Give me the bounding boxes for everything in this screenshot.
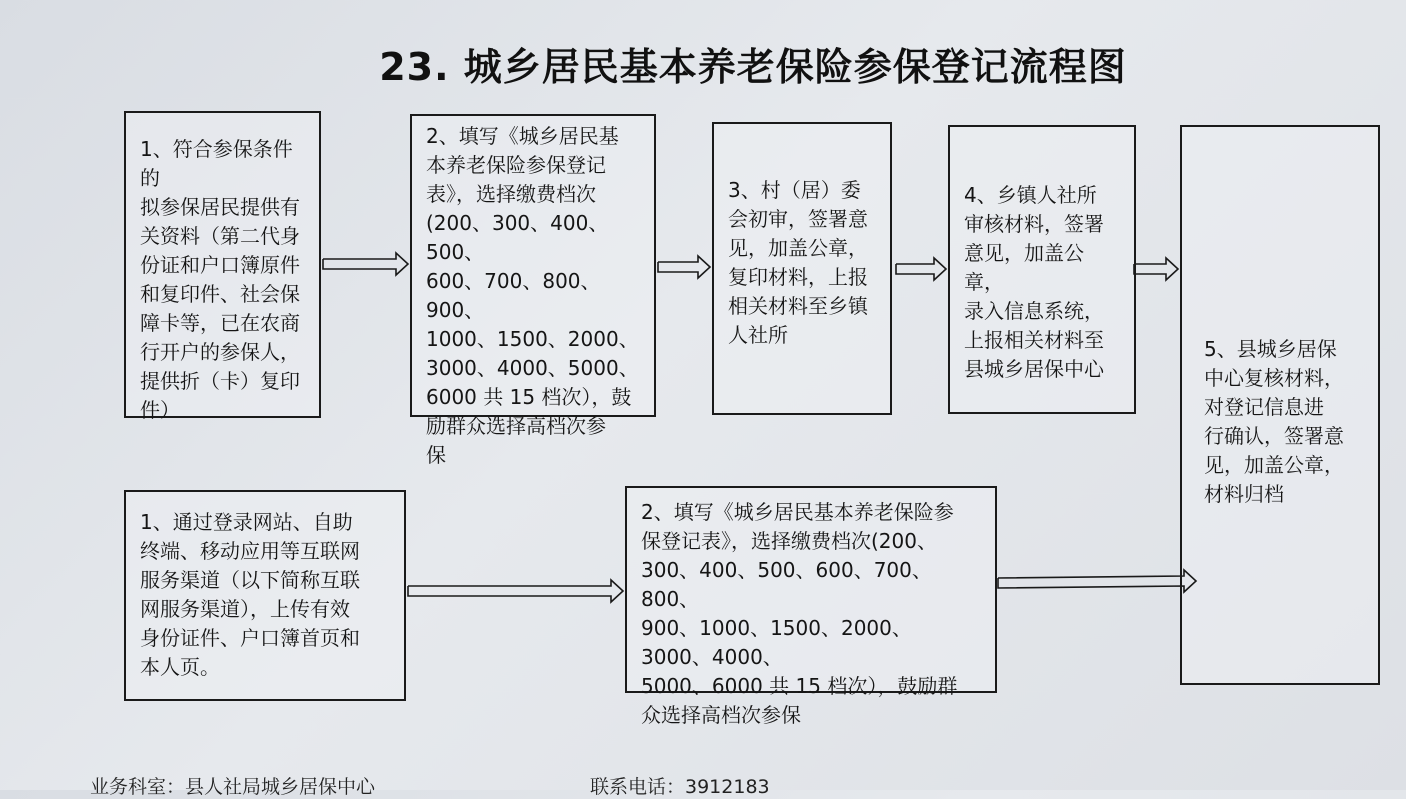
arrow-1-to-2 bbox=[323, 253, 408, 275]
flow-step-1-online: 1、通过登录网站、自助 终端、移动应用等互联网 服务渠道（以下简称互联 网服务渠道），上传有效 身份证件、户口簿首页和 本人页。 bbox=[124, 490, 406, 701]
arrow-4-to-5 bbox=[1134, 258, 1178, 280]
flow-step-2-offline: 2、填写《城乡居民基 本养老保险参保登记 表》，选择缴费档次 (200、300、400、500、 600、700、800、900、 1000、1500、2000、 3000、4000、5000、 6000 共 15 档次），鼓 励群众选择高档次参 保 bbox=[410, 114, 656, 417]
arrow-2-to-3 bbox=[658, 256, 710, 278]
flow-step-5-county-center: 5、县城乡居保 中心复核材料， 对登记信息进 行确认，签署意 见，加盖公章， 材料归档 bbox=[1180, 125, 1380, 685]
page-title: 23. 城乡居民基本养老保险参保登记流程图 bbox=[379, 45, 1127, 89]
arrow-3-to-4 bbox=[896, 258, 946, 280]
flow-step-2-online: 2、填写《城乡居民基本养老保险参 保登记表》，选择缴费档次(200、 300、400、500、600、700、800、 900、1000、1500、2000、3000、4000、 5000、6000 共 15 档次），鼓励群 众选择高档次参保 bbox=[625, 486, 997, 693]
arrow-online-1-to-2 bbox=[408, 580, 623, 602]
footer-phone: 联系电话：3912183 bbox=[590, 776, 770, 798]
arrow-online-2-to-5 bbox=[998, 570, 1196, 592]
flow-step-3-village-review: 3、村（居）委 会初审，签署意 见，加盖公章， 复印材料，上报 相关材料至乡镇 人社所 bbox=[712, 122, 892, 415]
flow-step-1-offline: 1、符合参保条件的 拟参保居民提供有 关资料（第二代身 份证和户口簿原件 和复印件、社会保 障卡等，已在农商 行开户的参保人， 提供折（卡）复印 件） bbox=[124, 111, 321, 418]
flow-step-4-township-review: 4、乡镇人社所 审核材料，签署 意见，加盖公章， 录入信息系统， 上报相关材料至 县城乡居保中心 bbox=[948, 125, 1136, 414]
footer-department: 业务科室：县人社局城乡居保中心 bbox=[90, 776, 376, 798]
